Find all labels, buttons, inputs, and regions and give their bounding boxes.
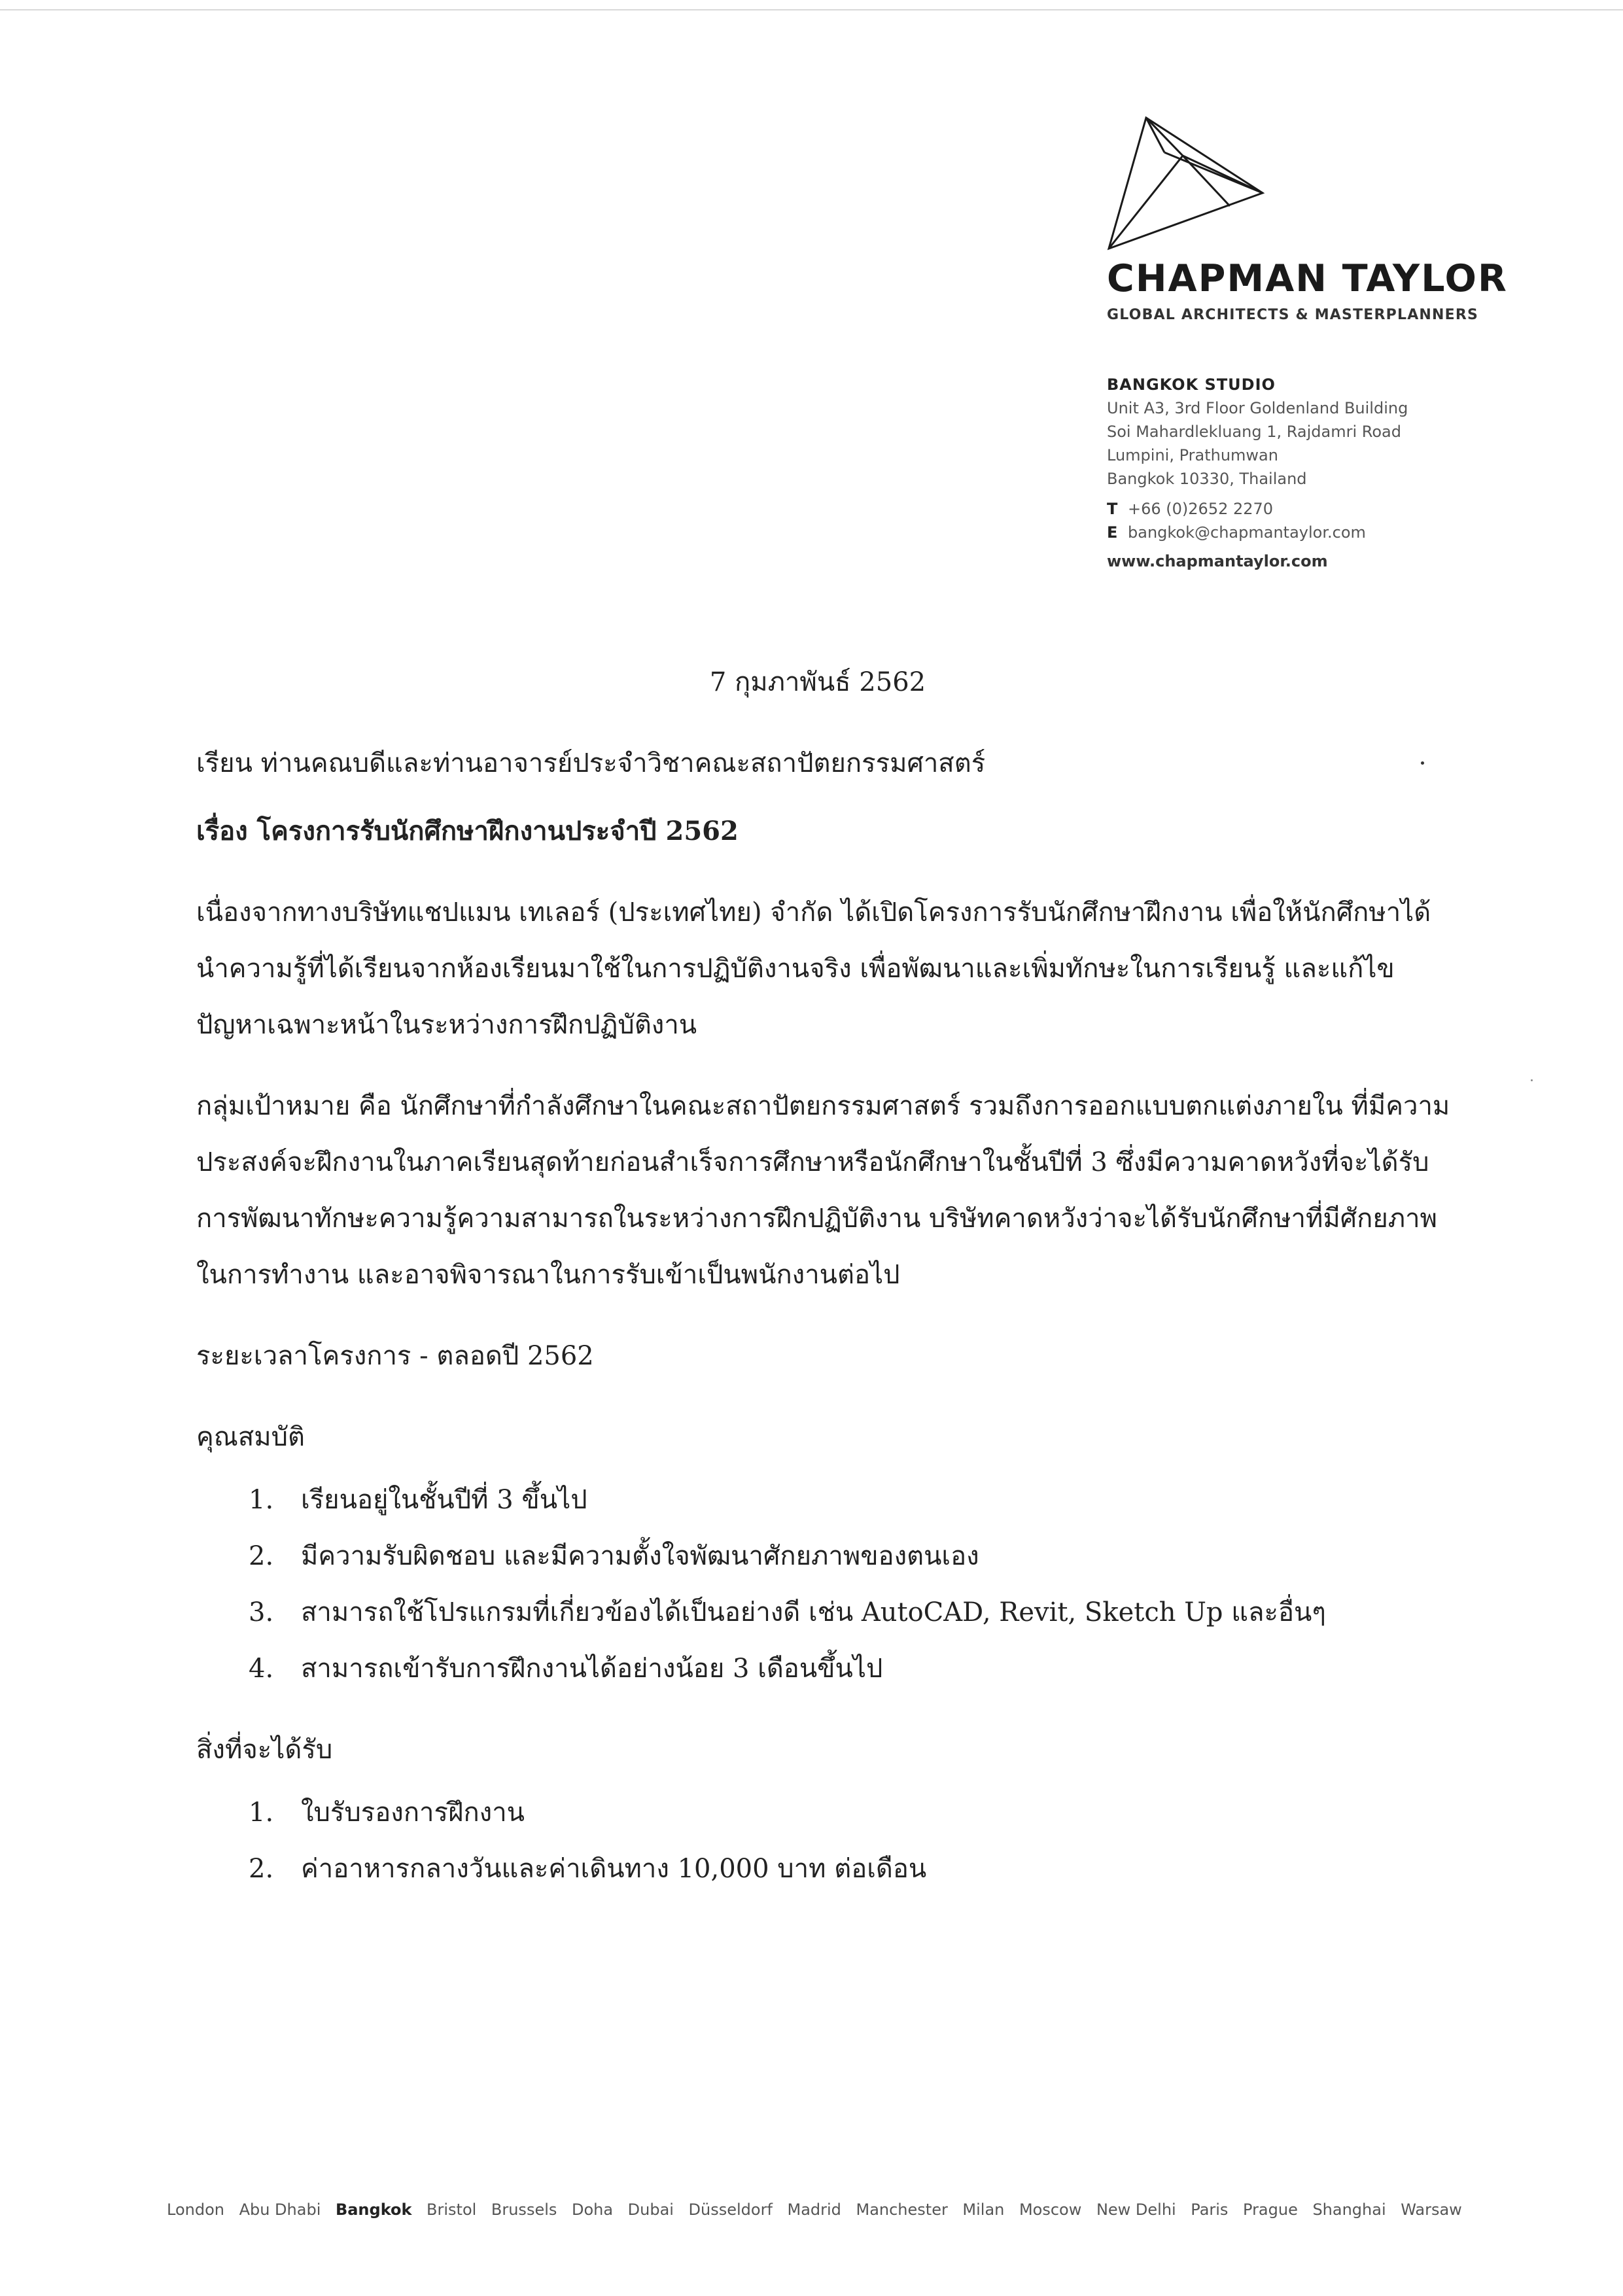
list-number: 4. xyxy=(249,1654,274,1684)
footer-city: Abu Dhabi xyxy=(239,2200,321,2219)
qualifications-list xyxy=(249,1472,1459,1697)
list-text: สามารถใช้โปรแกรมที่เกี่ยวข้องได้เป็นอย่างดี เช่น AutoCAD, Revit, Sketch Up และอื่นๆ xyxy=(301,1597,1326,1627)
studio-address-block xyxy=(1107,373,1408,573)
footer-city: Moscow xyxy=(1019,2200,1082,2219)
company-name: CHAPMAN TAYLOR xyxy=(1107,257,1508,300)
phone-label: T xyxy=(1107,500,1118,518)
list-text: ใบรับรองการฝึกงาน xyxy=(301,1798,525,1828)
list-text: สามารถเข้ารับการฝึกงานได้อย่างน้อย 3 เดือนขึ้นไป xyxy=(301,1654,883,1684)
list-item xyxy=(249,1472,1459,1528)
brand-block xyxy=(1107,257,1508,323)
footer-city: London xyxy=(167,2200,224,2219)
list-item xyxy=(249,1784,1459,1841)
list-text: ค่าอาหารกลางวันและค่าเดินทาง 10,000 บาท ต่อเดือน xyxy=(301,1854,927,1884)
footer-city: Shanghai xyxy=(1312,2200,1386,2219)
email-address: bangkok@chapmantaylor.com xyxy=(1128,523,1366,542)
benefits-list xyxy=(249,1784,1459,1897)
list-item xyxy=(249,1841,1459,1897)
list-item xyxy=(249,1641,1459,1697)
company-tagline: GLOBAL ARCHITECTS & MASTERPLANNERS xyxy=(1107,307,1479,323)
footer-city-current: Bangkok xyxy=(335,2200,412,2219)
benefits-heading: สิ่งที่จะได้รับ xyxy=(196,1735,333,1765)
list-item xyxy=(249,1528,1459,1584)
triangular-prism-logo-icon xyxy=(1106,114,1269,252)
footer-city: Paris xyxy=(1191,2200,1229,2219)
letter-body xyxy=(196,661,1459,1897)
scan-speck xyxy=(1421,761,1424,765)
scan-edge-line xyxy=(0,9,1623,10)
subject-line: เรื่อง โครงการรับนักศึกษาฝึกงานประจำปี 2562 xyxy=(196,816,739,846)
footer-city: Bristol xyxy=(427,2200,477,2219)
list-number: 3. xyxy=(249,1597,274,1627)
footer-city: Brussels xyxy=(491,2200,557,2219)
email-line xyxy=(1107,521,1408,544)
list-number: 1. xyxy=(249,1485,274,1515)
address-line: Bangkok 10330, Thailand xyxy=(1107,470,1307,488)
footer-city: Milan xyxy=(962,2200,1005,2219)
list-number: 2. xyxy=(249,1854,274,1884)
list-number: 1. xyxy=(249,1798,274,1828)
list-text: มีความรับผิดชอบ และมีความตั้งใจพัฒนาศักยภาพของตนเอง xyxy=(301,1541,979,1571)
footer-city: Dubai xyxy=(627,2200,674,2219)
salutation: เรียน ท่านคณบดีและท่านอาจารย์ประจำวิชาคณะสถาปัตยกรรมศาสตร์ xyxy=(196,748,986,778)
studio-name: BANGKOK STUDIO xyxy=(1107,375,1276,394)
list-number: 2. xyxy=(249,1541,274,1571)
office-locations-footer xyxy=(167,2200,1462,2219)
address-line: Lumpini, Prathumwan xyxy=(1107,446,1278,464)
project-duration: ระยะเวลาโครงการ - ตลอดปี 2562 xyxy=(196,1341,594,1371)
footer-city: Madrid xyxy=(787,2200,841,2219)
paragraph-target-group: กลุ่มเป้าหมาย คือ นักศึกษาที่กำลังศึกษาในคณะสถาปัตยกรรมศาสตร์ รวมถึงการออกแบบตกแต่งภายใน ที่มีความประสงค์จะฝึกงานในภาคเรียนสุดท้ายก่อนสำเร็จการศึกษาหรือนักศึกษาในชั้นปีที่ 3 ซึ่งมีความคาดหวังที่จะได้รับการพัฒนาทักษะความรู้ความสามารถในระหว่างการฝึกปฏิบัติงาน บริษัทคาดหวังว่าจะได้รับนักศึกษาที่มีศักยภาพในการทำงาน และอาจพิจารณาในการรับเข้าเป็นพนักงานต่อไป xyxy=(196,1091,1450,1290)
paragraph-intro: เนื่องจากทางบริษัทแชปแมน เทเลอร์ (ประเทศไทย) จำกัด ได้เปิดโครงการรับนักศึกษาฝึกงาน เพื่อให้นักศึกษาได้นำความรู้ที่ได้เรียนจากห้องเรียนมาใช้ในการปฏิบัติงานจริง เพื่อพัฒนาและเพิ่มทักษะในการเรียนรู้ และแก้ไขปัญหาเฉพาะหน้าในระหว่างการฝึกปฏิบัติงาน xyxy=(196,897,1431,1040)
footer-city: Warsaw xyxy=(1401,2200,1462,2219)
letter-date: 7 กุมภาพันธ์ 2562 xyxy=(709,667,926,697)
footer-city: Prague xyxy=(1243,2200,1298,2219)
website-link: www.chapmantaylor.com xyxy=(1107,552,1328,570)
phone-number: +66 (0)2652 2270 xyxy=(1128,500,1274,518)
list-text: เรียนอยู่ในชั้นปีที่ 3 ขึ้นไป xyxy=(301,1485,587,1515)
footer-city: Manchester xyxy=(856,2200,948,2219)
address-line: Unit A3, 3rd Floor Goldenland Building xyxy=(1107,399,1408,417)
qualifications-heading: คุณสมบัติ xyxy=(196,1422,305,1452)
email-label: E xyxy=(1107,523,1118,542)
list-item xyxy=(249,1584,1459,1641)
footer-city: Doha xyxy=(571,2200,614,2219)
footer-city: New Delhi xyxy=(1096,2200,1176,2219)
address-line: Soi Mahardlekluang 1, Rajdamri Road xyxy=(1107,423,1401,441)
phone-line xyxy=(1107,497,1408,521)
footer-city: Düsseldorf xyxy=(688,2200,773,2219)
scan-speck xyxy=(1531,1079,1533,1081)
